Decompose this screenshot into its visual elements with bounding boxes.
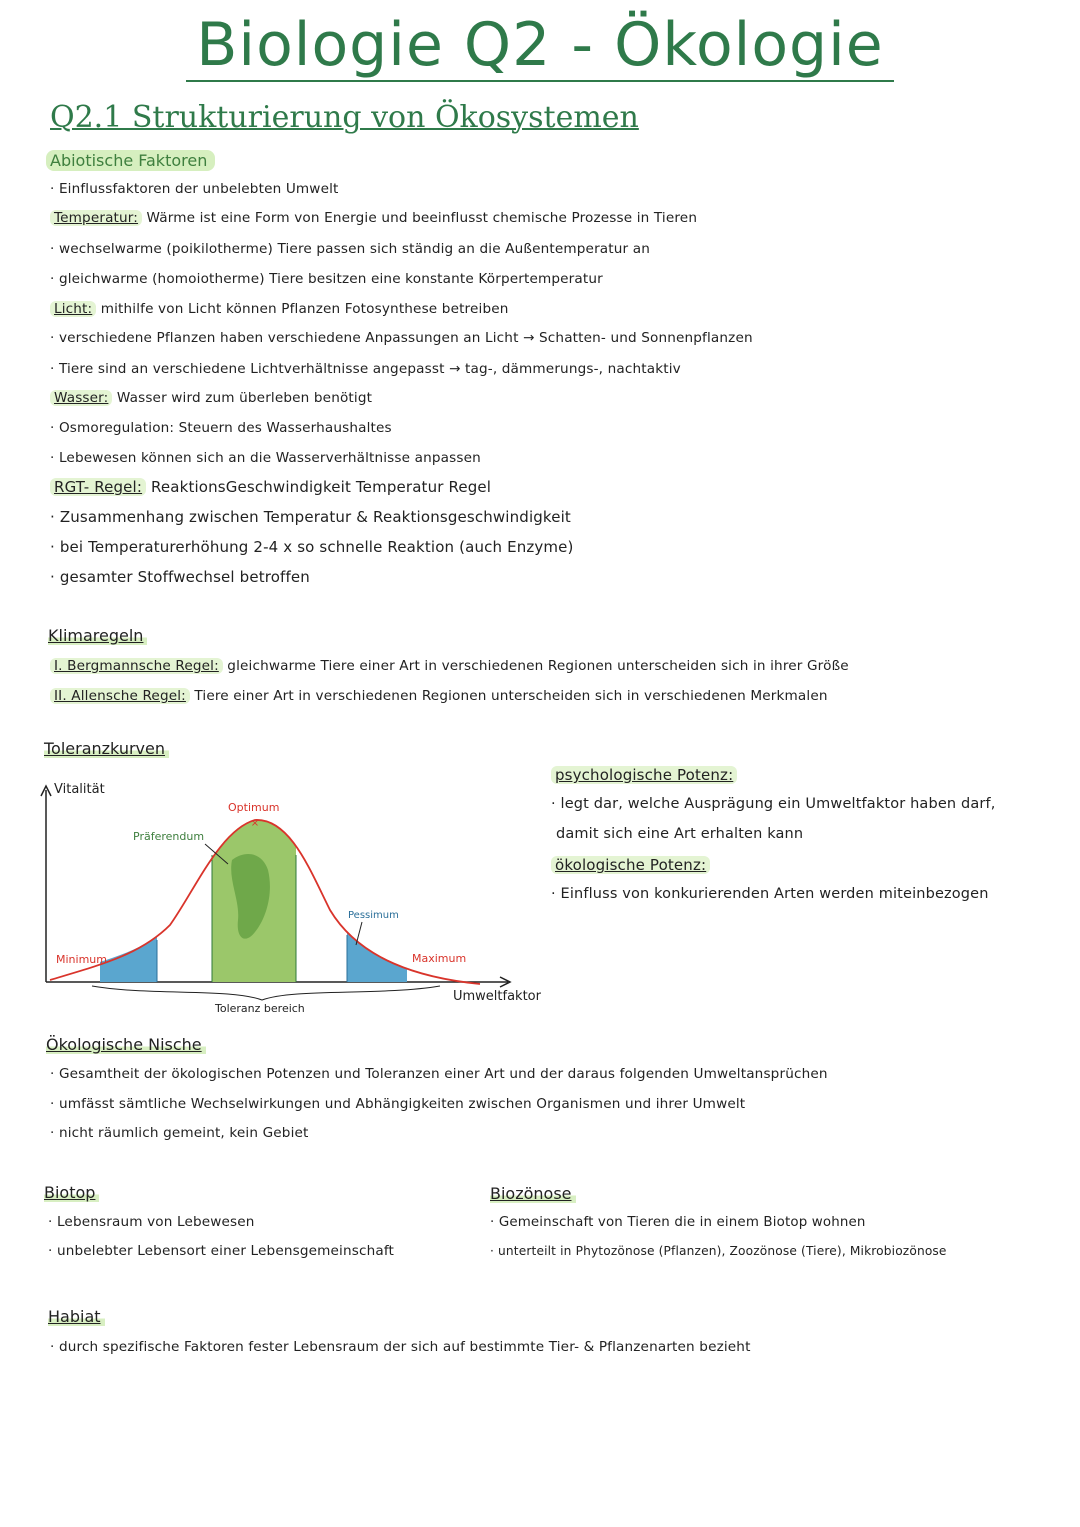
maximum-label: Maximum: [412, 952, 467, 965]
optimum-label: Optimum: [228, 801, 280, 814]
toleranz-label: Toleranz bereich: [215, 1002, 305, 1015]
tolerance-curve-diagram: [0, 760, 560, 1030]
water-item-2: · Lebewesen können sich an die Wasserverhältnisse anpassen: [50, 450, 481, 466]
biozoenose-item-2: · unterteilt in Phytozönose (Pflanzen), Zoozönose (Tiere), Mikrobiozönose: [490, 1244, 947, 1258]
biotop-item-2: · unbelebter Lebensort einer Lebensgemeinschaft: [48, 1243, 395, 1259]
oeko-item-1: · Einfluss von konkurierenden Arten werden miteinbezogen: [551, 886, 989, 902]
pessimum-label: Pessimum: [348, 910, 399, 921]
nische-item-1: · Gesamtheit der ökologischen Potenzen und Toleranzen einer Art und der daraus folgenden Umweltansprüchen: [50, 1066, 828, 1082]
rgt-item-1: · Zusammenhang zwischen Temperatur & Reaktionsgeschwindigkeit: [50, 508, 571, 526]
habitat-heading: Habiat: [48, 1307, 105, 1326]
light-item-2: · Tiere sind an verschiedene Lichtverhältnisse angepasst → tag-, dämmerungs-, nachtaktiv: [50, 361, 681, 377]
abiotic-heading: Abiotische Faktoren: [46, 151, 215, 170]
rgt-item-3: · gesamter Stoffwechsel betroffen: [50, 568, 310, 586]
oeko-heading: ökologische Potenz:: [551, 856, 710, 874]
pessimum-left-region: [100, 760, 157, 982]
water-item-1: · Osmoregulation: Steuern des Wasserhaushaltes: [50, 420, 392, 436]
abiotic-intro: · Einflussfaktoren der unbelebten Umwelt: [50, 181, 339, 197]
psy-item-1: · legt dar, welche Ausprägung ein Umweltfaktor haben darf,: [551, 796, 996, 812]
water-line: Wasser: Wasser wird zum überleben benötigt: [50, 390, 372, 406]
optimum-marker-icon: ×: [250, 818, 260, 829]
praeferendum-label: Präferendum: [133, 830, 205, 843]
pessimum-right-region: [347, 760, 407, 982]
klima-heading: Klimaregeln: [48, 626, 147, 645]
bergmann-rule: I. Bergmannsche Regel: gleichwarme Tiere einer Art in verschiedenen Regionen unterscheiden sich in ihrer Größe: [50, 658, 849, 674]
nische-item-3: · nicht räumlich gemeint, kein Gebiet: [50, 1125, 309, 1141]
habitat-item-1: · durch spezifische Faktoren fester Lebensraum der sich auf bestimmte Tier- & Pflanzenarten bezieht: [50, 1339, 751, 1355]
tolerance-heading: Toleranzkurven: [44, 739, 169, 758]
nische-heading: Ökologische Nische: [46, 1035, 206, 1054]
light-item-1: · verschiedene Pflanzen haben verschiedene Anpassungen an Licht → Schatten- und Sonnenpflanzen: [50, 330, 753, 346]
tolerance-range-brace: [92, 986, 440, 1000]
pessimum-pointer: [356, 922, 362, 945]
temperature-item-2: · gleichwarme (homoiotherme) Tiere besitzen eine konstante Körpertemperatur: [50, 271, 603, 287]
nische-item-2: · umfässt sämtliche Wechselwirkungen und Abhängigkeiten zwischen Organismen und ihrer Umwelt: [50, 1096, 746, 1112]
minimum-label: Minimum: [56, 953, 107, 966]
page-subtitle: Q2.1 Strukturierung von Ökosystemen: [50, 100, 639, 135]
biotop-item-1: · Lebensraum von Lebewesen: [48, 1214, 255, 1230]
temperature-item-1: · wechselwarme (poikilotherme) Tiere passen sich ständig an die Außentemperatur an: [50, 241, 650, 257]
rgt-line: RGT- Regel: ReaktionsGeschwindigkeit Temperatur Regel: [50, 478, 491, 496]
temperature-line: Temperatur: Wärme ist eine Form von Energie und beeinflusst chemische Prozesse in Tieren: [50, 210, 697, 226]
light-line: Licht: mithilfe von Licht können Pflanzen Fotosynthese betreiben: [50, 301, 509, 317]
y-axis-label: Vitalität: [54, 782, 105, 797]
x-axis-label: Umweltfaktor: [453, 989, 541, 1004]
biozoenose-item-1: · Gemeinschaft von Tieren die in einem Biotop wohnen: [490, 1215, 866, 1230]
rgt-item-2: · bei Temperaturerhöhung 2-4 x so schnelle Reaktion (auch Enzyme): [50, 538, 574, 556]
allen-rule: II. Allensche Regel: Tiere einer Art in verschiedenen Regionen unterscheiden sich in verschiedenen Merkmalen: [50, 688, 828, 704]
psy-item-2: damit sich eine Art erhalten kann: [556, 826, 804, 842]
biotop-heading: Biotop: [44, 1183, 99, 1202]
biozoenose-heading: Biozönose: [490, 1184, 576, 1203]
psy-heading: psychologische Potenz:: [551, 766, 737, 784]
page-title: Biologie Q2 - Ökologie: [0, 10, 1080, 80]
